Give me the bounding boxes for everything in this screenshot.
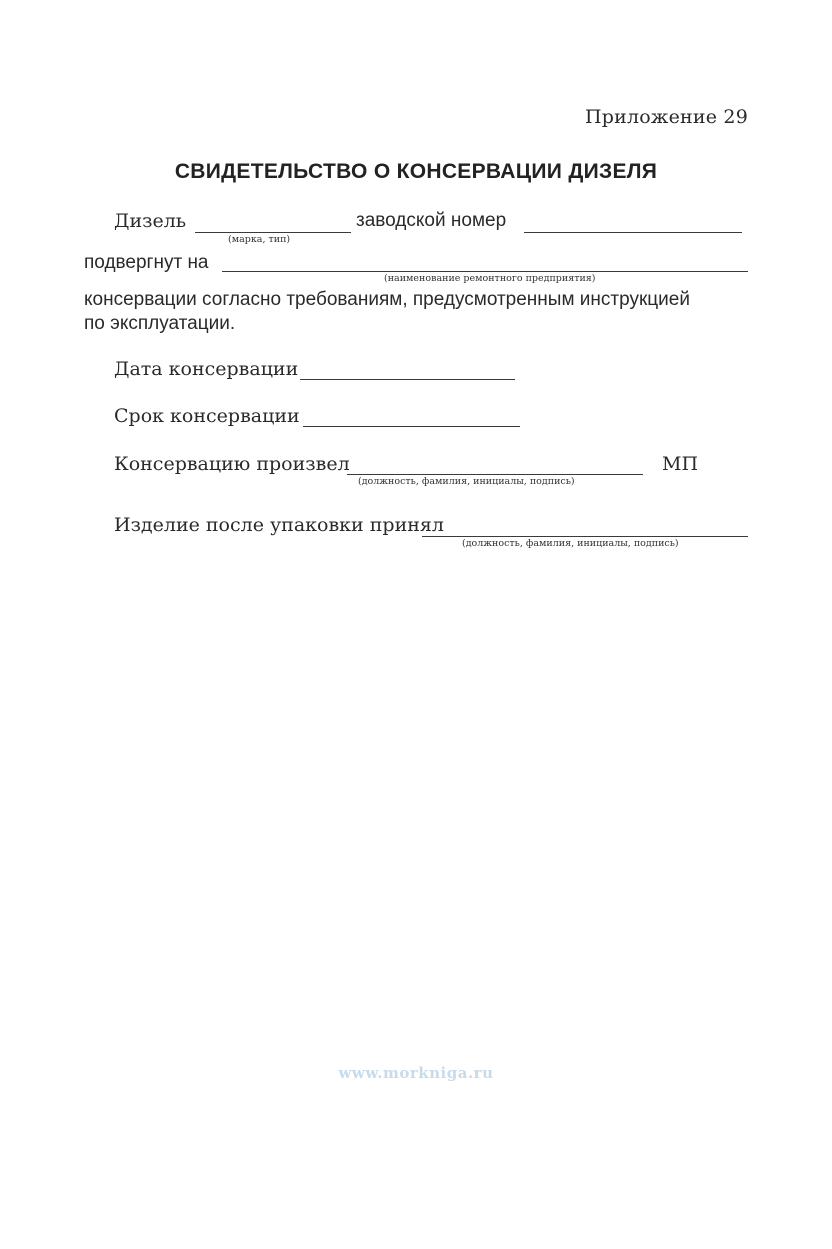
performed-by-caption: (должность, фамилия, инициалы, подпись)	[358, 476, 575, 487]
watermark: www.morkniga.ru	[338, 1064, 494, 1082]
accepted-by-caption: (должность, фамилия, инициалы, подпись)	[462, 538, 679, 549]
performed-by-field[interactable]	[347, 474, 643, 475]
repair-enterprise-field[interactable]	[222, 271, 748, 272]
diesel-label: Дизель	[114, 210, 187, 232]
accepted-by-label: Изделие после упаковки принял	[114, 514, 444, 536]
subjected-label: подвергнут на	[84, 252, 209, 273]
accepted-by-field[interactable]	[422, 536, 748, 537]
conservation-term-field[interactable]	[303, 426, 520, 427]
repair-enterprise-caption: (наименование ремонтного предприятия)	[384, 273, 596, 284]
document-title: СВИДЕТЕЛЬСТВО О КОНСЕРВАЦИИ ДИЗЕЛЯ	[174, 160, 658, 183]
serial-number-label: заводской номер	[356, 210, 507, 231]
performed-by-label: Консервацию произвел	[114, 453, 350, 475]
stamp-place-label: МП	[662, 453, 699, 475]
diesel-model-field[interactable]	[195, 232, 351, 233]
conservation-date-field[interactable]	[300, 379, 515, 380]
appendix-label: Приложение 29	[584, 106, 748, 128]
conservation-date-label: Дата консервации	[114, 358, 299, 380]
body-text-line1: консервации согласно требованиям, предусмотренным инструкцией	[84, 289, 690, 310]
serial-number-field[interactable]	[524, 232, 742, 233]
conservation-term-label: Срок консервации	[114, 405, 300, 427]
body-text-line2: по эксплуатации.	[84, 313, 236, 334]
diesel-model-caption: (марка, тип)	[228, 234, 291, 245]
